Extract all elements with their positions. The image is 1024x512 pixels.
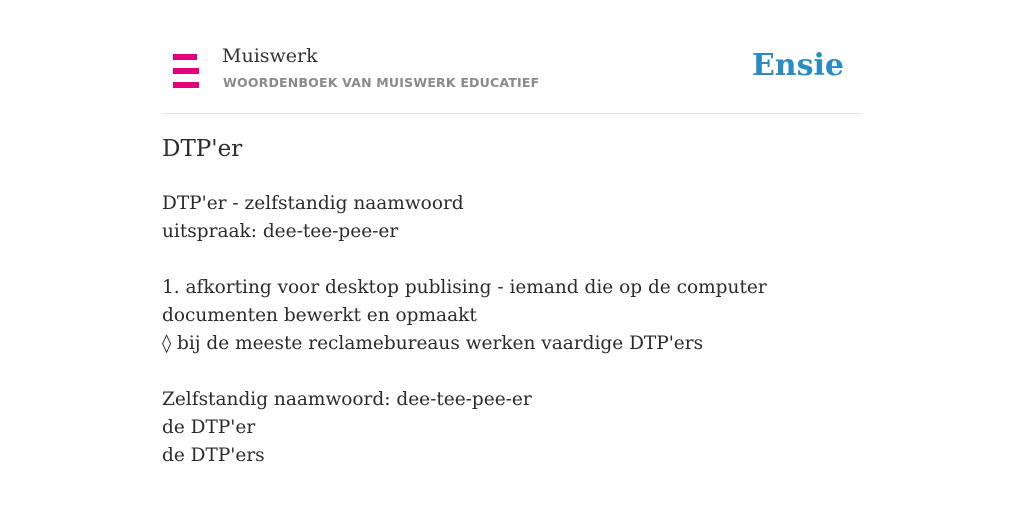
singular-form: de DTP'er	[162, 417, 256, 438]
example-sentence: ◊ bij de meeste reclamebureaus werken vaardige DTP'ers	[162, 333, 704, 354]
headword-line: DTP'er - zelfstandig naamwoord	[162, 193, 464, 214]
brand-name[interactable]: Muiswerk	[222, 45, 318, 67]
site-header	[162, 0, 862, 114]
pronunciation: uitspraak: dee-tee-pee-er	[162, 221, 399, 242]
entry-body	[162, 190, 862, 470]
spacer	[162, 358, 862, 386]
entry-title: DTP'er	[162, 136, 243, 162]
grammar-header: Zelfstandig naamwoord: dee-tee-pee-er	[162, 389, 532, 410]
muiswerk-e-icon[interactable]	[173, 54, 199, 88]
page-container	[162, 0, 862, 466]
ensie-logo[interactable]: Ensie	[751, 48, 844, 83]
definition: 1. afkorting voor desktop publising - iemand die op de computer documenten bewerkt en opmaakt	[162, 277, 767, 326]
brand-subtitle: WOORDENBOEK VAN MUISWERK EDUCATIEF	[223, 75, 540, 90]
plural-form: de DTP'ers	[162, 445, 265, 466]
spacer	[162, 246, 862, 274]
